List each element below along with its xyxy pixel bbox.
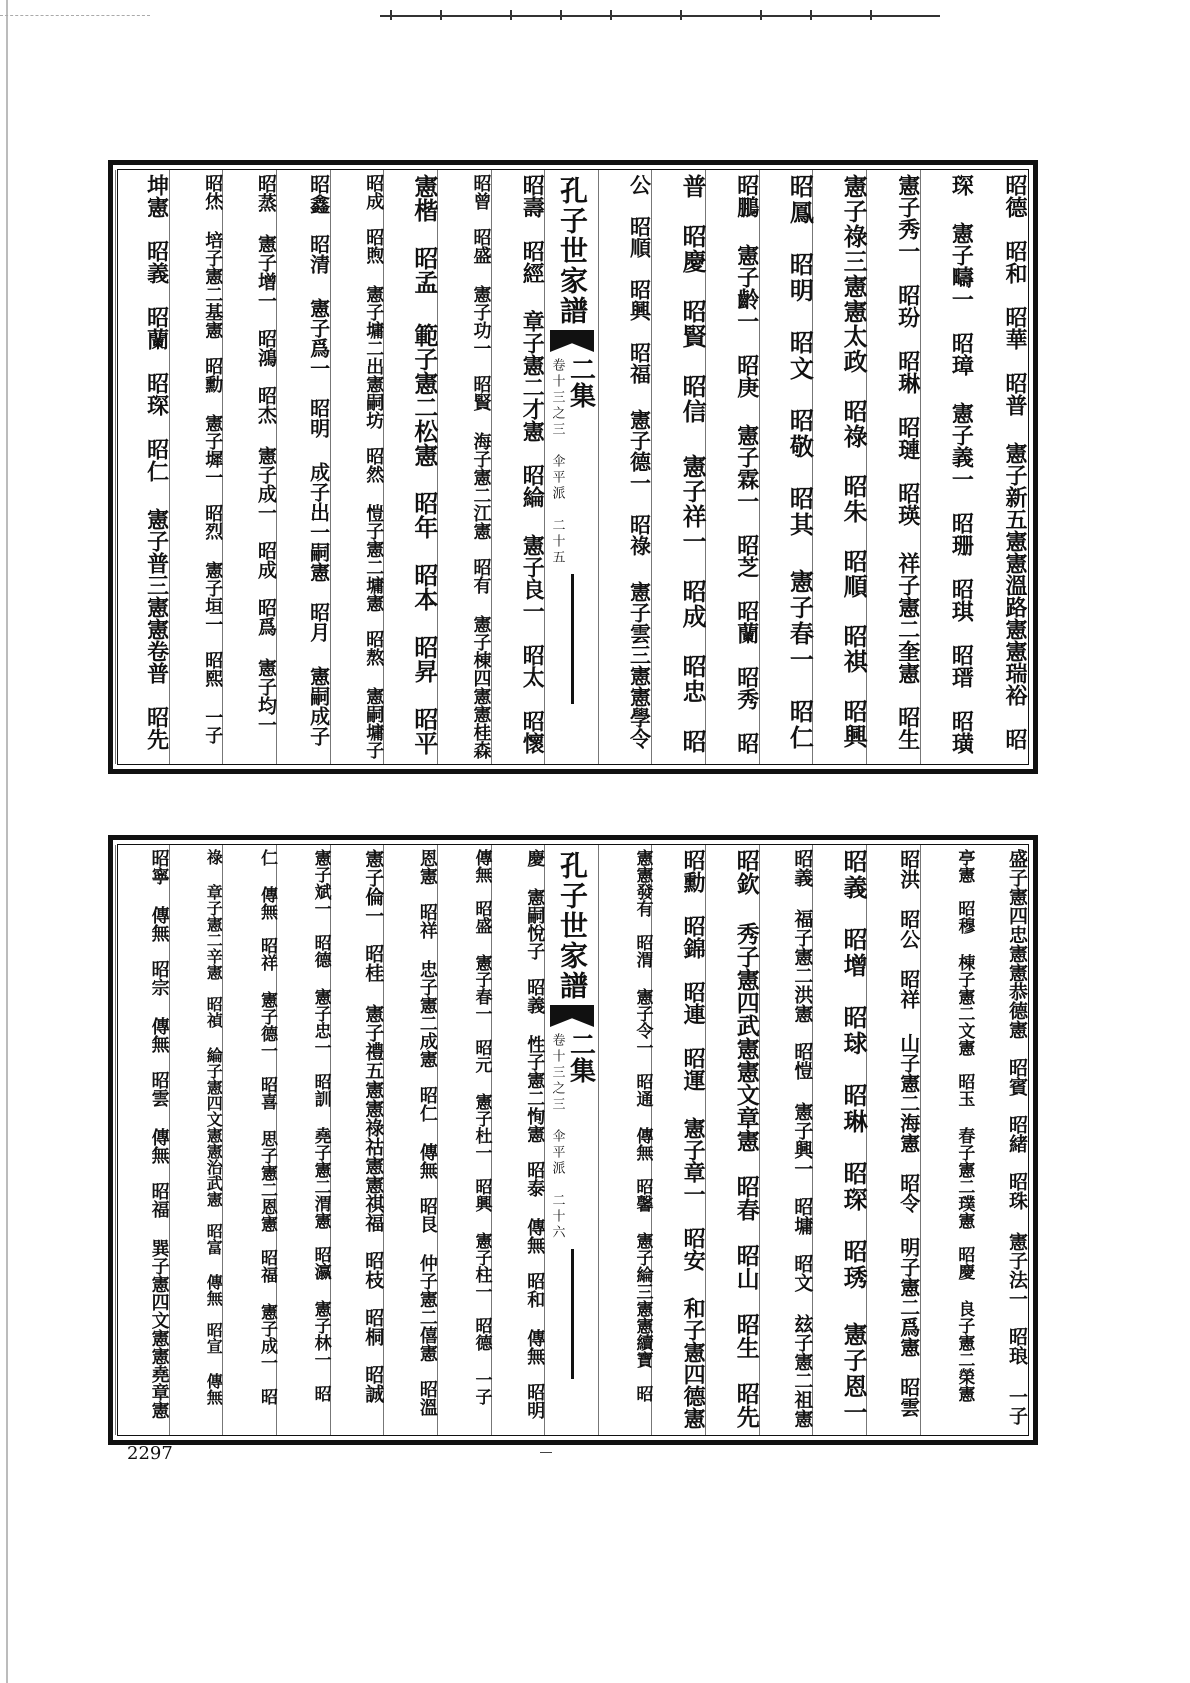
lineage-text: 亭憲 昭穆 棟子憲二文憲 昭玉 春子憲二璞憲 昭慶 良子憲二榮憲 bbox=[954, 849, 975, 1402]
genealogy-column bbox=[866, 845, 921, 1435]
lineage-text: 昭勳 昭錦 昭連 昭運 憲子章一 昭安 和子憲四德憲 bbox=[680, 849, 707, 1429]
volume-branch-folio: 卷十三之三 伞平派 二十六 bbox=[549, 1033, 565, 1241]
lineage-text: 昭蒸 憲子增一 昭鴻 昭杰 憲子成一 昭成 昭爲 憲子均一 bbox=[254, 174, 277, 734]
lineage-text: 昭曾 昭盛 憲子功一 昭賢 海子憲二江憲 昭有 憲子棟四憲憲桂森 bbox=[470, 174, 492, 759]
lineage-text: 昭鳳 昭明 昭文 昭敬 昭其 憲子春一 昭仁 bbox=[785, 174, 815, 751]
page-number: 2297 bbox=[127, 1443, 173, 1464]
lineage-text: 憲子秀一 昭玢 昭琳 昭璉 昭瑛 祥子憲二奎憲 昭生 bbox=[894, 174, 921, 750]
lineage-text: 仁 傳無 昭祥 憲子德一 昭喜 思子憲二恩憲 昭福 憲子成一 昭 bbox=[256, 849, 277, 1405]
genealogy-column bbox=[920, 845, 975, 1435]
scan-top-artifact bbox=[380, 10, 940, 20]
lineage-text: 昭成 昭煦 憲子墉二出憲嗣坊 昭然 愷子憲二墉憲 昭熬 憲嗣墉子 bbox=[363, 174, 385, 759]
fishtail-mark bbox=[550, 330, 594, 352]
genealogy-column bbox=[330, 170, 385, 764]
lineage-text: 昭欽 秀子憲四武憲憲文章憲 昭春 昭山 昭生 昭先 bbox=[732, 849, 760, 1428]
genealogy-column bbox=[812, 845, 867, 1435]
lineage-text: 盛子憲四忠憲憲恭德憲 昭賓 昭緒 昭珠 憲子法一 昭琅 一子 bbox=[1006, 849, 1028, 1425]
collection-label: 二集 bbox=[565, 1031, 596, 1083]
title-block bbox=[545, 176, 599, 704]
lineage-text: 憲子倫一 昭桂 憲子禮五憲憲祿祜憲憲祺福 昭枝 昭桐 昭誠 bbox=[362, 849, 385, 1403]
genealogy-column bbox=[920, 170, 975, 764]
genealogy-column bbox=[276, 170, 331, 764]
scan-top-dash bbox=[0, 15, 150, 16]
genealogy-column bbox=[651, 170, 706, 764]
genealogy-page-upper bbox=[108, 160, 1038, 774]
genealogy-column bbox=[115, 845, 170, 1435]
lineage-text: 憲憲發有 昭渭 憲子令一 昭通 傳無 昭馨 憲子綸三憲憲續寶 昭 bbox=[632, 849, 653, 1402]
genealogy-column bbox=[169, 170, 224, 764]
title-block bbox=[545, 851, 599, 1379]
genealogy-column bbox=[222, 170, 277, 764]
scan-left-edge bbox=[6, 0, 8, 1683]
genealogy-column bbox=[651, 845, 706, 1435]
genealogy-column bbox=[974, 845, 1028, 1435]
genealogy-column bbox=[705, 170, 760, 764]
page-frame bbox=[117, 169, 1029, 765]
genealogy-column bbox=[222, 845, 277, 1435]
bottom-mark bbox=[540, 1452, 552, 1453]
lineage-text: 憲子斌一 昭德 憲子忠一 昭訓 堯子憲二渭憲 昭瀛 憲子林一 昭 bbox=[310, 849, 331, 1402]
lineage-text: 昭鵬 憲子齡一 昭庚 憲子霖一 昭芝 昭蘭 昭秀 昭 bbox=[733, 174, 760, 754]
fishtail-mark bbox=[550, 1005, 594, 1027]
page-frame bbox=[117, 844, 1029, 1436]
genealogy-page-lower bbox=[108, 835, 1038, 1445]
genealogy-column bbox=[812, 170, 867, 764]
lineage-text: 坤憲 昭義 昭蘭 昭琛 昭仁 憲子普三憲憲卷普 昭先 bbox=[143, 174, 170, 750]
lineage-text: 昭洪 昭公 昭祥 山子憲二海憲 昭令 明子憲二爲憲 昭雲 bbox=[896, 849, 921, 1417]
lineage-text: 祿 章子憲二辛憲 昭禎 綸子憲四文憲憲治武憲 昭富 傳無 昭宣 傳無 bbox=[204, 849, 224, 1405]
lineage-text: 公 昭順 昭興 昭福 憲子德一 昭祿 憲子雲三憲憲學令 bbox=[627, 174, 653, 749]
genealogy-column bbox=[115, 170, 170, 764]
lineage-text: 昭鑫 昭清 憲子爲一 昭明 成子出一嗣憲 昭月 憲嗣成子 bbox=[306, 174, 331, 746]
genealogy-column bbox=[330, 845, 385, 1435]
lineage-text: 昭義 昭增 昭球 昭琳 昭琛 昭琇 憲子恩一 bbox=[839, 849, 869, 1426]
lineage-text: 昭壽 昭經 章子憲二才憲 昭綸 憲子良一 昭太 昭懷 bbox=[519, 174, 546, 754]
lineage-text: 慶 憲嗣悅子 昭義 性子憲二恂憲 昭泰 傳無 昭和 傳無 昭明 bbox=[524, 849, 546, 1419]
collection-label: 二集 bbox=[565, 356, 596, 408]
lineage-text: 普 昭慶 昭賢 昭信 憲子祥一 昭成 昭忠 昭 bbox=[678, 174, 708, 754]
genealogy-column bbox=[598, 845, 653, 1435]
lineage-text: 昭寧 傳無 昭宗 傳無 昭雲 傳無 昭福 巽子憲四文憲憲堯章憲 bbox=[148, 849, 170, 1419]
lineage-text: 恩憲 昭祥 忠子憲二成憲 昭仁 傳無 昭艮 仲子憲二僖憲 昭溫 bbox=[416, 849, 438, 1416]
fold-line bbox=[571, 1249, 574, 1379]
page-title-column bbox=[544, 845, 599, 1435]
book-title: 孔子世家譜 bbox=[556, 176, 589, 326]
genealogy-column bbox=[383, 170, 438, 764]
genealogy-column bbox=[276, 845, 331, 1435]
genealogy-column bbox=[759, 845, 814, 1435]
genealogy-column bbox=[759, 170, 814, 764]
genealogy-column bbox=[437, 170, 492, 764]
genealogy-column bbox=[383, 845, 438, 1435]
genealogy-column bbox=[169, 845, 224, 1435]
lineage-text: 憲楷 昭孟 範子憲二松憲 昭年 昭本 昭昇 昭平 bbox=[409, 174, 439, 755]
genealogy-column bbox=[705, 845, 760, 1435]
lineage-text: 昭義 福子憲二洪憲 昭愷 憲子興一 昭墉 昭文 玆子憲二祖憲 bbox=[791, 849, 814, 1428]
lineage-text: 傳無 昭盛 憲子春一 昭元 憲子杜一 昭興 憲子柱一 昭德 一子 bbox=[471, 849, 492, 1405]
lineage-text: 琛 憲子疇一 昭璋 憲子義一 昭珊 昭琪 昭瑨 昭璜 bbox=[948, 174, 975, 754]
genealogy-column bbox=[866, 170, 921, 764]
lineage-text: 憲子祿三憲憲太政 昭祿 昭朱 昭順 昭祺 昭興 bbox=[839, 174, 869, 749]
genealogy-column bbox=[437, 845, 492, 1435]
lineage-text: 昭烋 培子憲二基憲 昭勳 憲子墀一 昭烈 憲子垣一 昭熙 一子 bbox=[202, 174, 224, 744]
genealogy-column bbox=[598, 170, 653, 764]
genealogy-column bbox=[974, 170, 1028, 764]
book-title: 孔子世家譜 bbox=[556, 851, 589, 1001]
page-title-column bbox=[544, 170, 599, 764]
volume-branch-folio: 卷十三之三 伞平派 二十五 bbox=[549, 358, 565, 566]
genealogy-column bbox=[491, 170, 546, 764]
lineage-text: 昭德 昭和 昭華 昭普 憲子新五憲憲溫路憲憲瑞裕 昭 bbox=[1002, 174, 1028, 750]
fold-line bbox=[571, 574, 574, 704]
genealogy-column bbox=[491, 845, 546, 1435]
